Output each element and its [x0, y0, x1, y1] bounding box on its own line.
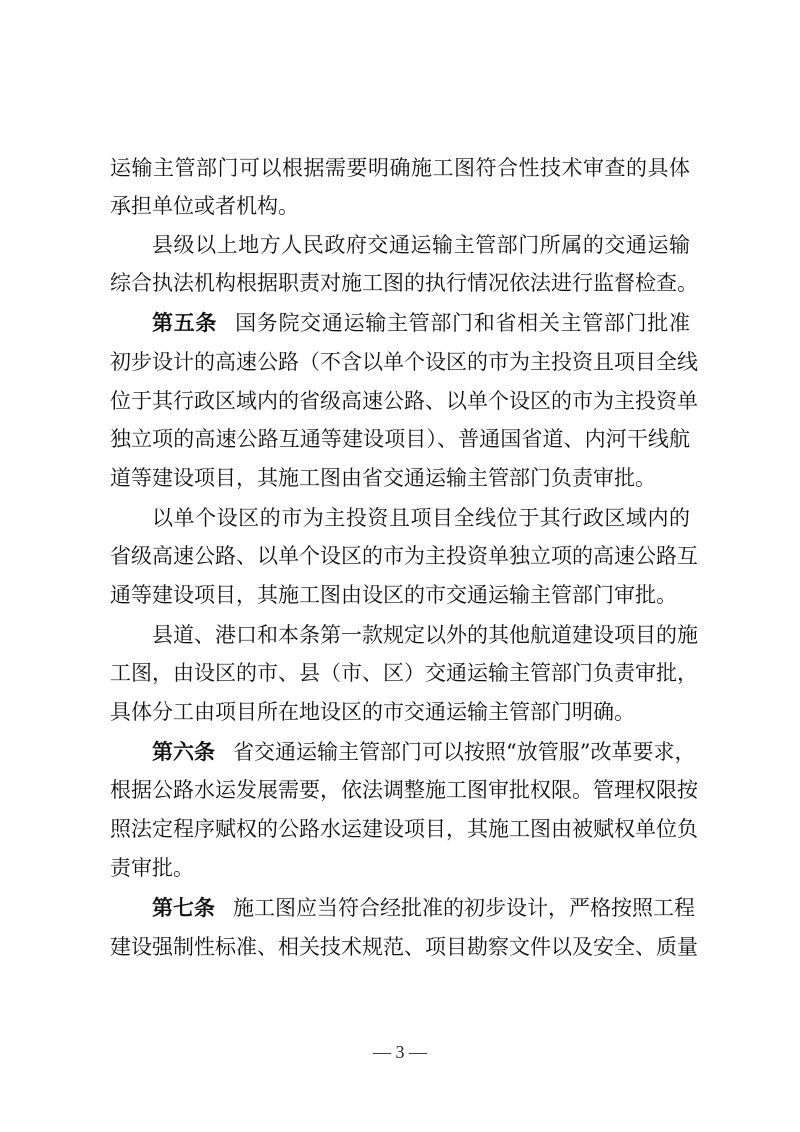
article-seven-heading: 第七条 [152, 896, 215, 920]
text-line: 省级高速公路、以单个设区的市为主投资单独立项的高速公路互 [110, 544, 698, 568]
article-seven-first-line [152, 895, 695, 921]
text-line: 综合执法机构根据职责对施工图的执行情况依法进行监督检查。 [110, 271, 698, 295]
text-line: 责审批。 [110, 856, 194, 880]
text-line: 建设强制性标准、相关技术规范、项目勘察文件以及安全、质量 [110, 935, 698, 959]
text-line: 运输主管部门可以根据需要明确施工图符合性技术审查的具体 [110, 156, 690, 180]
text-line: 县级以上地方人民政府交通运输主管部门所属的交通运输 [152, 233, 690, 257]
article-five-first-line [152, 310, 690, 336]
text-line: 通等建设项目，其施工图由设区的市交通运输主管部门审批。 [110, 583, 677, 607]
text-line: 照法定程序赋权的公路水运建设项目，其施工图由被赋权单位负 [110, 817, 698, 841]
text-line: 初步设计的高速公路（不含以单个设区的市为主投资且项目全线 [110, 350, 698, 374]
text-line: 工图，由设区的市、县（市、区）交通运输主管部门负责审批， [110, 661, 698, 685]
text-line: 位于其行政区域内的省级高速公路、以单个设区的市为主投资单 [110, 389, 698, 413]
text-span: 国务院交通运输主管部门和省相关主管部门批准 [235, 311, 691, 335]
text-line: 承担单位或者机构。 [110, 194, 299, 218]
page-number: — 3 — [373, 1042, 427, 1062]
text-span: 省交通运输主管部门可以按照“放管服”改革要求， [233, 740, 696, 764]
text-line: 以单个设区的市为主投资且项目全线位于其行政区域内的 [152, 506, 690, 530]
text-line: 根据公路水运发展需要，依法调整施工图审批权限。管理权限按 [110, 778, 698, 802]
text-span: 施工图应当符合经批准的初步设计，严格按照工程 [233, 896, 695, 920]
article-six-first-line [152, 739, 696, 765]
text-line: 道等建设项目，其施工图由省交通运输主管部门负责审批。 [110, 466, 656, 490]
text-line: 县道、港口和本条第一款规定以外的其他航道建设项目的施 [152, 623, 698, 647]
text-line: 具体分工由项目所在地设区的市交通运输主管部门明确。 [110, 700, 635, 724]
text-line: 独立项的高速公路互通等建设项目）、普通国省道、内河干线航 [110, 427, 690, 451]
article-six-heading: 第六条 [152, 740, 215, 764]
article-five-heading: 第五条 [152, 311, 218, 335]
